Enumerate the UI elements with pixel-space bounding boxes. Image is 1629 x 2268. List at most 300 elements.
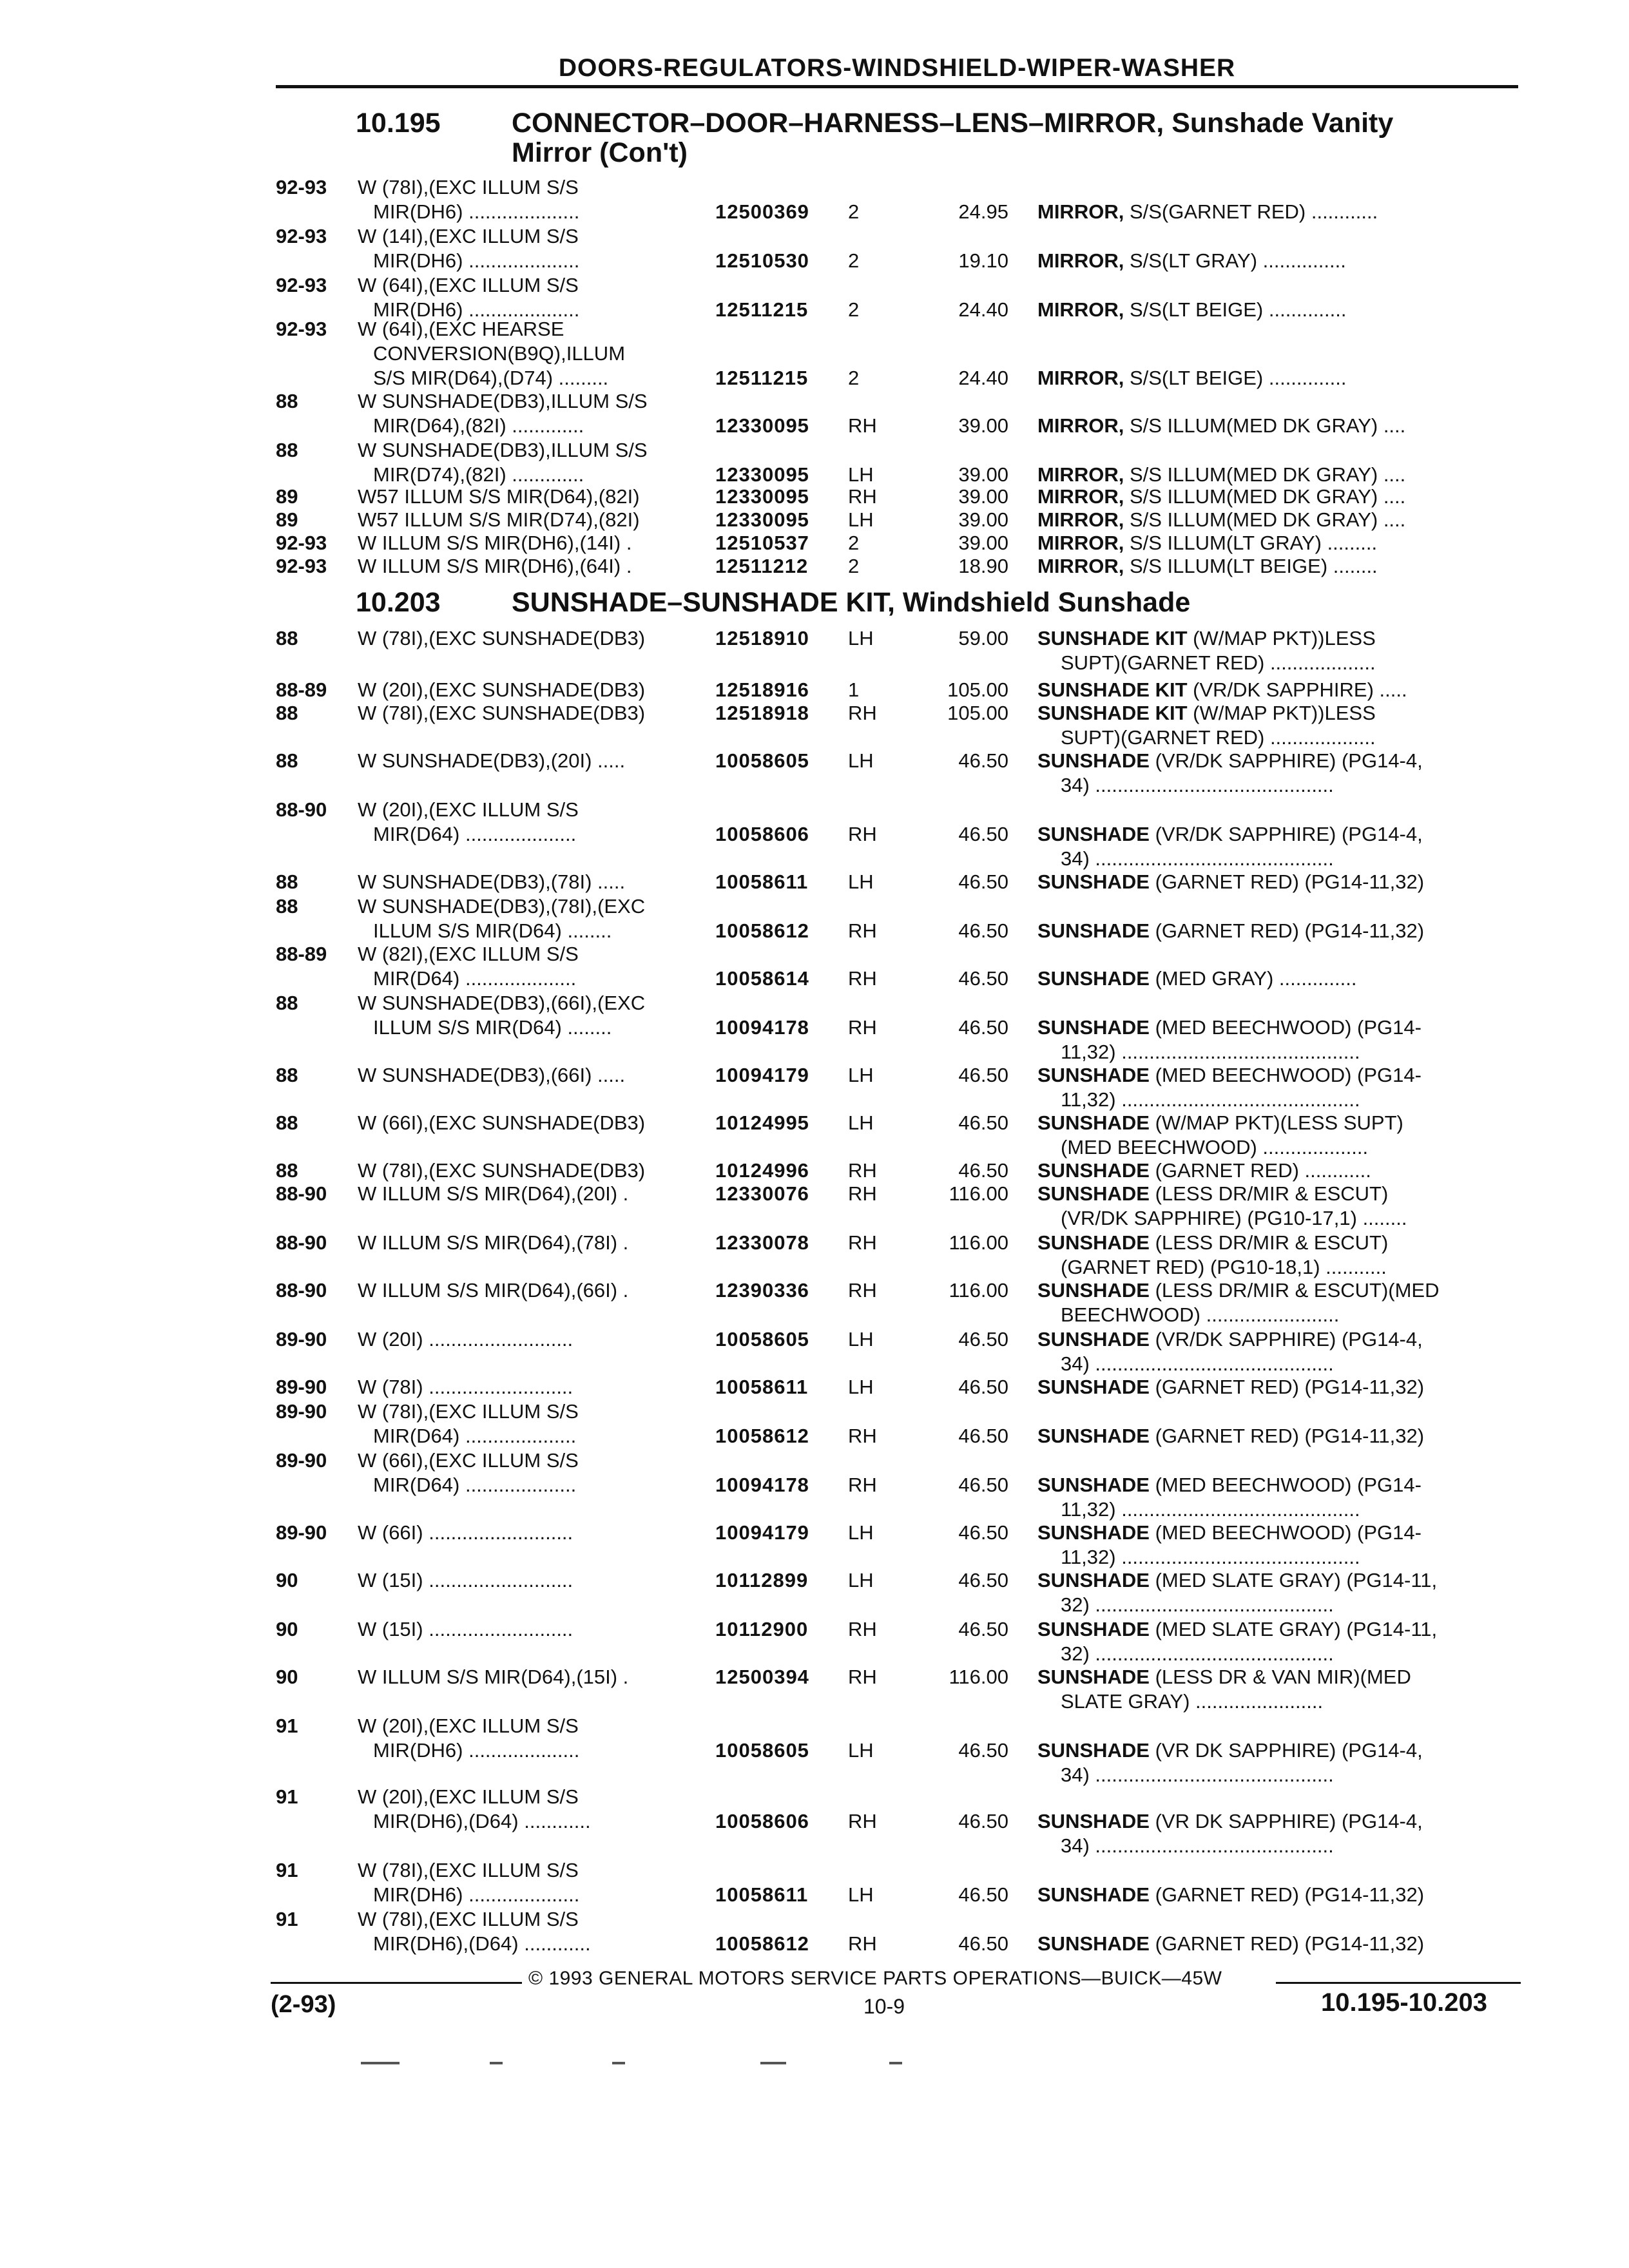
scan-artifact: [361, 2062, 400, 2064]
price: 46.50: [958, 749, 1008, 772]
part-detail: (GARNET RED) (PG14-11,32): [1149, 919, 1425, 942]
application: [358, 1158, 706, 1183]
application-line: W (66I),(EXC ILLUM S/S: [358, 1449, 579, 1472]
part-description: [1037, 1617, 1514, 1666]
part-detail-cont: (MED BEECHWOOD) ...................: [1061, 1136, 1369, 1158]
part-number: 10094179: [715, 1521, 809, 1544]
application-line: W ILLUM S/S MIR(D64),(66I) .: [358, 1279, 629, 1302]
application-line: S/S MIR(D64),(D74) .........: [373, 367, 609, 389]
application: [358, 1907, 706, 1956]
quantity: LH: [848, 1521, 874, 1544]
section-title-line2: Mirror (Con't): [512, 137, 688, 168]
part-detail-cont: 11,32) ...........................................: [1061, 1088, 1360, 1111]
application: [358, 1785, 706, 1834]
application-line: W (66I),(EXC SUNSHADE(DB3): [358, 1111, 646, 1134]
part-description: [1037, 508, 1514, 532]
application: [358, 1111, 706, 1135]
part-name: SUNSHADE: [1037, 749, 1150, 772]
part-number: 12330095: [715, 485, 809, 508]
price: 116.00: [949, 1279, 1008, 1302]
part-detail-cont: 11,32) ...........................................: [1061, 1546, 1360, 1568]
price: 46.50: [958, 1159, 1008, 1182]
price: 46.50: [958, 1064, 1008, 1086]
part-name: MIRROR,: [1037, 508, 1124, 531]
price: 46.50: [958, 1111, 1008, 1134]
part-name: SUNSHADE: [1037, 1521, 1150, 1544]
quantity: RH: [848, 414, 877, 437]
application-line: W (78I),(EXC SUNSHADE(DB3): [358, 1159, 646, 1182]
application-line: ILLUM S/S MIR(D64) ........: [373, 1016, 612, 1039]
model-year: 88-90: [276, 1182, 327, 1205]
part-number: 10058605: [715, 1328, 809, 1350]
part-detail: (GARNET RED) (PG14-11,32): [1149, 1376, 1425, 1398]
part-number: 10094178: [715, 1474, 809, 1496]
part-description: [1037, 822, 1514, 871]
application-line: W57 ILLUM S/S MIR(D64),(82I): [358, 485, 640, 508]
part-name: SUNSHADE: [1037, 1376, 1150, 1398]
part-number: 10058614: [715, 967, 809, 990]
quantity: 2: [848, 249, 860, 272]
part-number: 10094179: [715, 1064, 809, 1086]
price: 39.00: [958, 508, 1008, 531]
part-detail-cont: SLATE GRAY) .......................: [1061, 1690, 1324, 1713]
application-line: MIR(DH6) ....................: [373, 200, 580, 223]
part-description: [1037, 1738, 1514, 1787]
quantity: RH: [848, 919, 877, 942]
part-description: [1037, 701, 1514, 750]
part-number: 12511215: [715, 367, 809, 389]
part-detail-cont: BEECHWOOD) ........................: [1061, 1303, 1340, 1326]
part-detail: (VR/DK SAPPHIRE) (PG14-4,: [1149, 1328, 1423, 1350]
application-line: MIR(D64) ....................: [373, 1474, 577, 1496]
part-description: [1037, 1278, 1514, 1327]
quantity: RH: [848, 1618, 877, 1640]
application-line: W (78I),(EXC ILLUM S/S: [358, 1859, 579, 1881]
model-year: 88-89: [276, 678, 327, 701]
scan-artifact: [889, 2062, 902, 2064]
application: [358, 1278, 706, 1303]
application-line: MIR(D74),(82I) .............: [373, 463, 584, 486]
part-description: [1037, 366, 1514, 390]
part-detail-cont: 34) ...........................................: [1061, 1763, 1334, 1786]
part-number: 10058612: [715, 1425, 809, 1447]
application: [358, 1375, 706, 1399]
quantity: LH: [848, 1376, 874, 1398]
part-detail: S/S ILLUM(LT BEIGE) ........: [1124, 555, 1378, 577]
application: [358, 317, 706, 390]
quantity: 2: [848, 298, 860, 321]
part-detail-cont: 34) ...........................................: [1061, 774, 1334, 796]
model-year: 88: [276, 1064, 298, 1086]
part-detail: S/S(GARNET RED) ............: [1124, 200, 1378, 223]
footer-section-range: 10.195-10.203: [1321, 1988, 1488, 2017]
application-line: W (15I) ..........................: [358, 1618, 574, 1640]
price: 46.50: [958, 823, 1008, 845]
part-detail: (LESS DR/MIR & ESCUT): [1149, 1182, 1389, 1205]
part-detail: (GARNET RED) (PG14-11,32): [1149, 1425, 1425, 1447]
application: [358, 1521, 706, 1545]
application: [358, 1182, 706, 1206]
part-description: [1037, 966, 1514, 991]
part-detail: (GARNET RED) (PG14-11,32): [1149, 870, 1425, 893]
model-year: 88: [276, 749, 298, 772]
part-description: [1037, 1932, 1514, 1956]
part-name: SUNSHADE: [1037, 1231, 1150, 1254]
part-name: MIRROR,: [1037, 485, 1124, 508]
part-detail-cont: 34) ...........................................: [1061, 847, 1334, 870]
application-line: MIR(D64) ....................: [373, 967, 577, 990]
application-line: MIR(DH6) ....................: [373, 298, 580, 321]
part-detail: (MED SLATE GRAY) (PG14-11,: [1149, 1618, 1438, 1640]
part-description: [1037, 463, 1514, 487]
application-line: MIR(DH6),(D64) ............: [373, 1932, 591, 1955]
model-year: 88: [276, 702, 298, 724]
part-description: [1037, 1809, 1514, 1858]
quantity: 2: [848, 367, 860, 389]
application-line: MIR(DH6) ....................: [373, 249, 580, 272]
part-description: [1037, 1473, 1514, 1522]
model-year: 91: [276, 1785, 298, 1808]
quantity: 1: [848, 678, 860, 701]
model-year: 92-93: [276, 176, 327, 198]
part-name: MIRROR,: [1037, 200, 1124, 223]
model-year: 92-93: [276, 274, 327, 296]
part-name: SUNSHADE: [1037, 1618, 1150, 1640]
footer-date: (2-93): [271, 1991, 336, 2018]
price: 18.90: [958, 555, 1008, 577]
part-detail: (VR/DK SAPPHIRE) (PG14-4,: [1149, 749, 1423, 772]
part-detail: (LESS DR/MIR & ESCUT): [1149, 1231, 1389, 1254]
price: 105.00: [947, 678, 1008, 701]
part-name: SUNSHADE KIT: [1037, 678, 1188, 701]
section-title: CONNECTOR–DOOR–HARNESS–LENS–MIRROR, Sunshade Vanity: [512, 108, 1394, 139]
part-detail: (GARNET RED) (PG14-11,32): [1149, 1883, 1425, 1906]
part-number: 12330095: [715, 463, 809, 486]
part-description: [1037, 531, 1514, 555]
model-year: 88: [276, 870, 298, 893]
application: [358, 1568, 706, 1593]
part-detail: (MED BEECHWOOD) (PG14-: [1149, 1474, 1422, 1496]
application: [358, 1714, 706, 1763]
quantity: RH: [848, 1425, 877, 1447]
part-detail: S/S(LT GRAY) ...............: [1124, 249, 1346, 272]
part-number: 10058611: [715, 1883, 809, 1906]
part-number: 10058611: [715, 1376, 809, 1398]
model-year: 88-90: [276, 798, 327, 821]
part-description: [1037, 554, 1514, 579]
quantity: LH: [848, 463, 874, 486]
part-detail-cont: SUPT)(GARNET RED) ...................: [1061, 651, 1376, 674]
application-line: W ILLUM S/S MIR(D64),(78I) .: [358, 1231, 629, 1254]
part-number: 10094178: [715, 1016, 809, 1039]
part-name: SUNSHADE KIT: [1037, 702, 1188, 724]
part-number: 10112900: [715, 1618, 809, 1640]
scan-artifact: [760, 2062, 786, 2064]
quantity: LH: [848, 1111, 874, 1134]
price: 46.50: [958, 1521, 1008, 1544]
model-year: 89: [276, 485, 298, 508]
application: [358, 531, 706, 555]
model-year: 90: [276, 1569, 298, 1591]
application: [358, 701, 706, 726]
part-description: [1037, 200, 1514, 224]
application-line: W SUNSHADE(DB3),(78I),(EXC: [358, 895, 646, 918]
part-detail: (GARNET RED) ............: [1149, 1159, 1371, 1182]
model-year: 89-90: [276, 1376, 327, 1398]
footer-page-number: 10-9: [863, 1995, 905, 2018]
part-description: [1037, 749, 1514, 798]
part-name: SUNSHADE: [1037, 1111, 1150, 1134]
application-line: MIR(D64) ....................: [373, 823, 577, 845]
quantity: RH: [848, 967, 877, 990]
part-description: [1037, 1521, 1514, 1570]
model-year: 88: [276, 1111, 298, 1134]
model-year: 88: [276, 1159, 298, 1182]
part-name: SUNSHADE: [1037, 823, 1150, 845]
quantity: LH: [848, 1739, 874, 1762]
application: [358, 942, 706, 991]
price: 116.00: [949, 1182, 1008, 1205]
quantity: LH: [848, 627, 874, 649]
price: 116.00: [949, 1666, 1008, 1688]
part-description: [1037, 249, 1514, 273]
model-year: 90: [276, 1666, 298, 1688]
application-line: W (15I) ..........................: [358, 1569, 574, 1591]
application-line: W SUNSHADE(DB3),(78I) .....: [358, 870, 626, 893]
price: 46.50: [958, 919, 1008, 942]
part-name: SUNSHADE: [1037, 1328, 1150, 1350]
application: [358, 1617, 706, 1642]
application-line: MIR(DH6),(D64) ............: [373, 1810, 591, 1832]
application: [358, 1231, 706, 1255]
part-number: 12330076: [715, 1182, 809, 1205]
application: [358, 389, 706, 438]
model-year: 88-90: [276, 1279, 327, 1302]
part-detail: S/S ILLUM(LT GRAY) .........: [1124, 532, 1378, 554]
part-detail: (MED BEECHWOOD) (PG14-: [1149, 1064, 1422, 1086]
part-description: [1037, 1158, 1514, 1183]
part-description: [1037, 1375, 1514, 1399]
part-description: [1037, 1424, 1514, 1448]
application-line: W (20I),(EXC ILLUM S/S: [358, 1715, 579, 1737]
application-line: W (20I) ..........................: [358, 1328, 574, 1350]
quantity: RH: [848, 1932, 877, 1955]
application: [358, 175, 706, 224]
application: [358, 798, 706, 847]
quantity: LH: [848, 749, 874, 772]
model-year: 89-90: [276, 1449, 327, 1472]
part-description: [1037, 1665, 1514, 1714]
price: 46.50: [958, 1739, 1008, 1762]
application: [358, 749, 706, 773]
application: [358, 1858, 706, 1907]
quantity: LH: [848, 1569, 874, 1591]
part-name: SUNSHADE: [1037, 1159, 1150, 1182]
price: 46.50: [958, 1425, 1008, 1447]
part-description: [1037, 1182, 1514, 1231]
price: 46.50: [958, 1932, 1008, 1955]
part-detail: (MED BEECHWOOD) (PG14-: [1149, 1521, 1422, 1544]
quantity: LH: [848, 508, 874, 531]
model-year: 88: [276, 895, 298, 918]
quantity: RH: [848, 823, 877, 845]
part-number: 12511215: [715, 298, 809, 321]
model-year: 88: [276, 390, 298, 412]
application: [358, 1665, 706, 1689]
part-number: 12511212: [715, 555, 809, 577]
part-number: 10112899: [715, 1569, 809, 1591]
application-line: W (20I),(EXC SUNSHADE(DB3): [358, 678, 646, 701]
quantity: 2: [848, 200, 860, 223]
part-detail-cont: 11,32) ...........................................: [1061, 1498, 1360, 1521]
part-detail: S/S(LT BEIGE) ..............: [1124, 298, 1347, 321]
application: [358, 438, 706, 487]
part-detail: (LESS DR & VAN MIR)(MED: [1149, 1666, 1411, 1688]
application-line: W (78I),(EXC ILLUM S/S: [358, 176, 579, 198]
part-description: [1037, 626, 1514, 675]
part-number: 12330095: [715, 414, 809, 437]
quantity: RH: [848, 1279, 877, 1302]
price: 39.00: [958, 463, 1008, 486]
part-detail-cont: (GARNET RED) (PG10-18,1) ...........: [1061, 1256, 1387, 1278]
part-name: SUNSHADE: [1037, 967, 1150, 990]
scan-artifact: [490, 2062, 503, 2064]
part-detail-cont: 32) ...........................................: [1061, 1593, 1334, 1616]
part-detail-cont: SUPT)(GARNET RED) ...................: [1061, 726, 1376, 749]
quantity: RH: [848, 1159, 877, 1182]
price: 105.00: [947, 702, 1008, 724]
application: [358, 870, 706, 894]
part-detail: (VR DK SAPPHIRE) (PG14-4,: [1149, 1810, 1423, 1832]
model-year: 92-93: [276, 225, 327, 247]
part-number: 12330095: [715, 508, 809, 531]
part-description: [1037, 414, 1514, 438]
price: 46.50: [958, 1883, 1008, 1906]
model-year: 88-89: [276, 943, 327, 965]
footer-rule-left: [271, 1982, 522, 1984]
application-line: W (64I),(EXC HEARSE: [358, 318, 564, 340]
part-name: SUNSHADE: [1037, 1064, 1150, 1086]
application-line: W (82I),(EXC ILLUM S/S: [358, 943, 579, 965]
price: 19.10: [958, 249, 1008, 272]
price: 24.95: [958, 200, 1008, 223]
part-name: MIRROR,: [1037, 532, 1124, 554]
application: [358, 508, 706, 532]
quantity: RH: [848, 1231, 877, 1254]
part-detail: (GARNET RED) (PG14-11,32): [1149, 1932, 1425, 1955]
part-detail: S/S ILLUM(MED DK GRAY) ....: [1124, 485, 1406, 508]
part-number: 12510530: [715, 249, 809, 272]
application: [358, 224, 706, 273]
part-detail-cont: 32) ...........................................: [1061, 1642, 1334, 1665]
model-year: 92-93: [276, 532, 327, 554]
part-name: MIRROR,: [1037, 298, 1124, 321]
part-detail-cont: 34) ...........................................: [1061, 1834, 1334, 1857]
price: 24.40: [958, 298, 1008, 321]
model-year: 88: [276, 627, 298, 649]
part-detail: (W/MAP PKT)(LESS SUPT): [1149, 1111, 1403, 1134]
model-year: 89-90: [276, 1400, 327, 1423]
part-number: 10058611: [715, 870, 809, 893]
application-line: W (64I),(EXC ILLUM S/S: [358, 274, 579, 296]
price: 39.00: [958, 414, 1008, 437]
part-detail: (MED GRAY) ..............: [1149, 967, 1357, 990]
application: [358, 626, 706, 651]
part-detail: (VR/DK SAPPHIRE) .....: [1187, 678, 1407, 701]
application-line: W ILLUM S/S MIR(DH6),(64I) .: [358, 555, 632, 577]
model-year: 91: [276, 1908, 298, 1930]
part-name: SUNSHADE: [1037, 1182, 1150, 1205]
quantity: RH: [848, 1474, 877, 1496]
model-year: 88-90: [276, 1231, 327, 1254]
application: [358, 678, 706, 702]
part-name: SUNSHADE: [1037, 870, 1150, 893]
quantity: LH: [848, 1883, 874, 1906]
part-name: SUNSHADE: [1037, 1666, 1150, 1688]
part-name: MIRROR,: [1037, 249, 1124, 272]
section-title: SUNSHADE–SUNSHADE KIT, Windshield Sunshade: [512, 587, 1191, 618]
part-number: 10058606: [715, 1810, 809, 1832]
part-name: MIRROR,: [1037, 463, 1124, 486]
part-detail: (W/MAP PKT))LESS: [1187, 627, 1376, 649]
application-line: W (14I),(EXC ILLUM S/S: [358, 225, 579, 247]
application-line: MIR(DH6) ....................: [373, 1883, 580, 1906]
price: 46.50: [958, 1376, 1008, 1398]
quantity: 2: [848, 532, 860, 554]
part-number: 12330078: [715, 1231, 809, 1254]
application-line: W57 ILLUM S/S MIR(D74),(82I): [358, 508, 640, 531]
model-year: 89-90: [276, 1521, 327, 1544]
model-year: 89-90: [276, 1328, 327, 1350]
part-name: SUNSHADE: [1037, 1883, 1150, 1906]
part-number: 10058612: [715, 1932, 809, 1955]
part-name: SUNSHADE: [1037, 1739, 1150, 1762]
part-detail: S/S ILLUM(MED DK GRAY) ....: [1124, 414, 1406, 437]
part-description: [1037, 678, 1514, 702]
application-line: W ILLUM S/S MIR(D64),(20I) .: [358, 1182, 629, 1205]
part-description: [1037, 919, 1514, 943]
application-line: W (20I),(EXC ILLUM S/S: [358, 798, 579, 821]
part-detail: S/S(LT BEIGE) ..............: [1124, 367, 1347, 389]
application-line: W (20I),(EXC ILLUM S/S: [358, 1785, 579, 1808]
part-name: SUNSHADE: [1037, 1016, 1150, 1039]
part-detail-cont: 34) ...........................................: [1061, 1352, 1334, 1375]
application: [358, 1448, 706, 1497]
part-number: 12510537: [715, 532, 809, 554]
part-number: 10058605: [715, 1739, 809, 1762]
application-line: W (78I),(EXC SUNSHADE(DB3): [358, 627, 646, 649]
price: 46.50: [958, 1016, 1008, 1039]
part-name: SUNSHADE: [1037, 1474, 1150, 1496]
section-number: 10.195: [356, 108, 441, 139]
part-number: 10124995: [715, 1111, 809, 1134]
application-line: W (78I),(EXC SUNSHADE(DB3): [358, 702, 646, 724]
part-detail: S/S ILLUM(MED DK GRAY) ....: [1124, 463, 1406, 486]
quantity: LH: [848, 1064, 874, 1086]
part-name: SUNSHADE KIT: [1037, 627, 1188, 649]
part-description: [1037, 1111, 1514, 1160]
model-year: 88: [276, 992, 298, 1014]
model-year: 91: [276, 1859, 298, 1881]
application: [358, 485, 706, 509]
application-line: W SUNSHADE(DB3),ILLUM S/S: [358, 439, 648, 461]
application-line: MIR(DH6) ....................: [373, 1739, 580, 1762]
part-description: [1037, 870, 1514, 894]
quantity: RH: [848, 1810, 877, 1832]
price: 59.00: [958, 627, 1008, 649]
price: 46.50: [958, 1474, 1008, 1496]
part-detail: (MED SLATE GRAY) (PG14-11,: [1149, 1569, 1438, 1591]
